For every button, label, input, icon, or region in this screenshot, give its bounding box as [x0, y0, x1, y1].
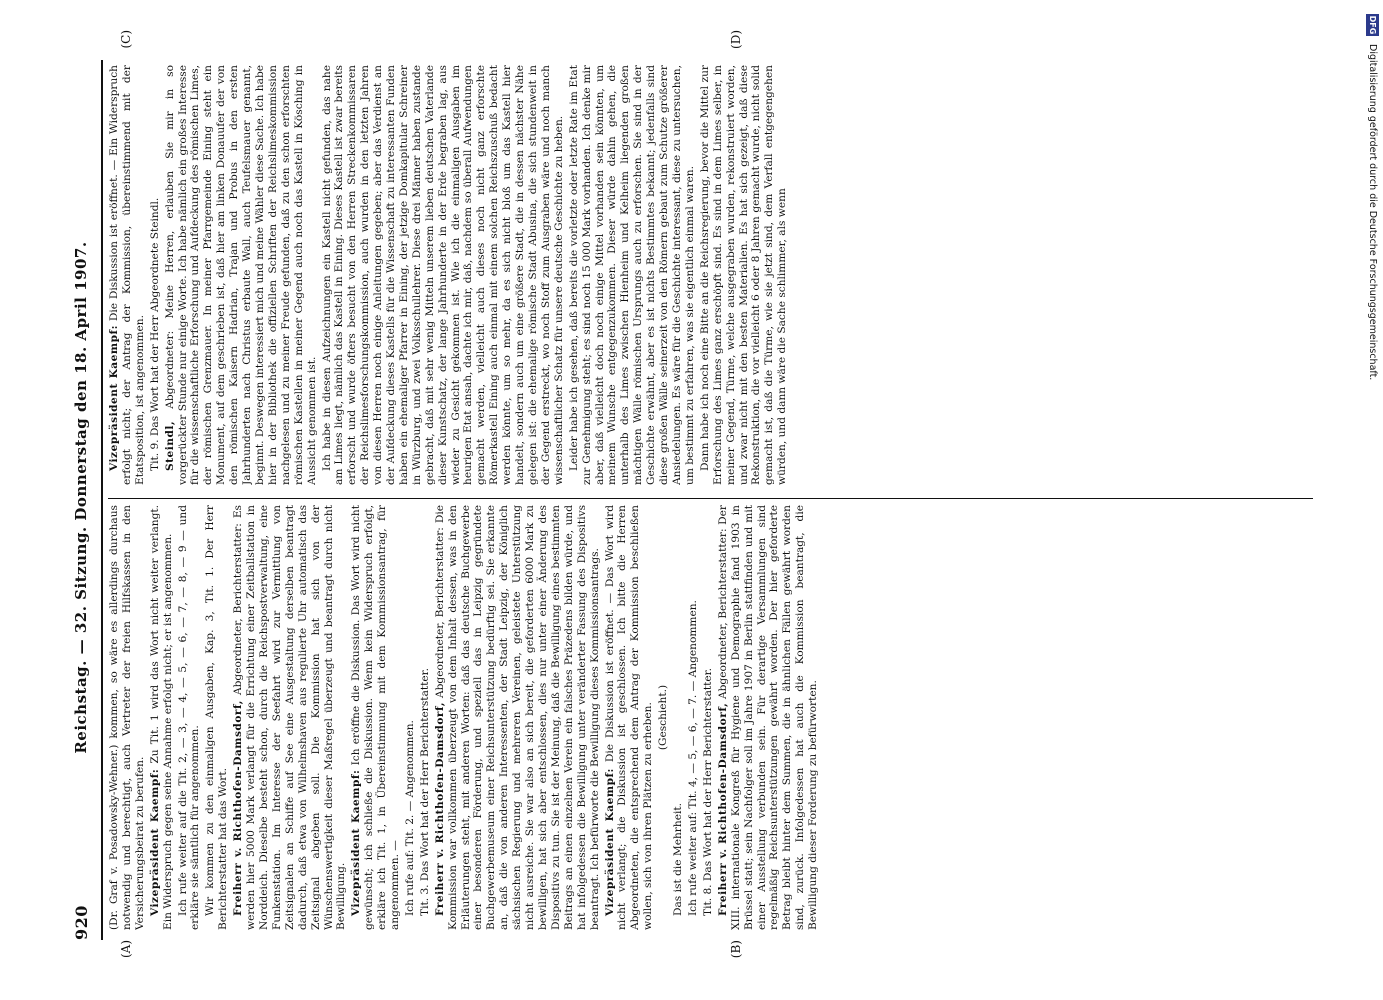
- margin-marker-c: (C): [119, 30, 133, 49]
- margin-marker-d: (D): [729, 30, 743, 49]
- paragraph-text: Leider habe ich gesehen, daß bereits die vorletzte oder letzte Rate im Etat zur Genehmigung steht; es sind noch 15 000 Mark vorhanden. Ich denke mir aber, daß vielleicht doch noch einige Mittel vorhanden sein könnten, um meinem Wunsche entgegenzukommen. Dieser würde dahin gehen, die unterhalb des Limes zwischen Hienheim und Kelheim liegenden großen mächtigen Wälle römischen Ursprungs auch zu erforschen. Sie sind in der Geschichte erwähnt, aber es ist nichts Bestimmtes bekannt; jedenfalls sind diese großen Wälle seinerzeit von den Römern gebaut zum Schutze größerer Ansiedelungen. Es wäre für die Geschichte interessant, diese zu untersuchen, um bestimmt zu erfahren, was sie eigentlich einmal waren.: [567, 65, 696, 485]
- speaker-name: Freiherr v. Richthofen-Damsdorf,: [232, 700, 245, 916]
- paragraph-text: Wir kommen zu den einmaligen Ausgaben, Kap. 3, Tit. 1. Der Herr Berichterstatter hat das Wort.: [204, 505, 230, 930]
- paragraph: [702, 505, 715, 930]
- paragraph-text: (Dr. Graf v. Posadowsky-Wehner.) kommen, so wäre es allerdings durchaus notwendig und berechtigt, auch Vertreter der freien Hilfskassen in den Versicherungsbeirat zu berufen.: [108, 505, 146, 930]
- column-divider: [108, 498, 1313, 499]
- paragraph-text: Ich habe in diesen Aufzeichnungen ein Kastell nicht gefunden, das nahe am Limes liegt, nämlich das Kastell in Eining. Dieses Kastell ist zwar bereits erforscht und wurde öfters besucht von den Herren Streckenkommissaren der Reichslimesforschungskommission, auch wurden in den letzten Jahren von diesen Herren noch einige Anleitungen gegeben; aber das Verdienst an der Aufdeckung dieses Kastells für die Wissenschaft zu interessanten Funden haben ein ehemaliger Pfarrer in Eining, der jetzige Domkapitular Schreiner in Würzburg, und zwei Volksschullehrer. Diese drei Männer haben zustande gebracht, daß mit sehr wenig Mitteln unserem lieben deutschen Vaterlande dieser Kunstschatz, der lange Jahrhunderte in der Erde begraben lag, aus wieder zu Gesicht gekommen ist. Wie ich die einmaligen Ausgaben im heurigen Etat ansah, dachte ich mir, daß, nachdem so überall Aufwendungen gemacht werden, vielleicht auch dieses noch nicht ganz erforschte Römerkastell Eining auch einmal mit einem solchen Reichszuschuß bedacht werden könnte, um so mehr, da es sich nicht bloß um das Kastell hier handelt, sondern auch um eine größere Stadt, die in dessen nächster Nähe gelegen ist: die ehemalige römische Stadt Abusina, die sich stundenweit in der Gegend erstreckt, wo noch Stoff zum Ausgraben wäre und noch manch wissenschaftlicher Schatz für unsere deutsche Geschichte zu heben.: [320, 65, 565, 485]
- page-header: [69, 60, 93, 940]
- paragraph-text: Tit. 9. Das Wort hat der Herr Abgeordnete Steindl.: [148, 197, 161, 471]
- speaker-name: Vizepräsident Kaempf:: [603, 768, 616, 916]
- speaker-name: Vizepräsident Kaempf:: [350, 769, 363, 916]
- paragraph: [434, 505, 602, 930]
- paragraph: [149, 65, 162, 485]
- paragraph-text: Zu Tit. 1 wird das Wort nicht weiter verlangt. Ein Widerspruch gegen seine Annahme erfolgt nicht; er ist angenommen.: [148, 505, 174, 930]
- paragraph: [177, 505, 203, 930]
- margin-marker-b: (B): [729, 940, 743, 959]
- paragraph-text: Abgeordneter: Meine Herren, erlauben Sie mir in so vorgerückter Stunde nur einige Worte. Ich habe nämlich ein großes Interesse für die wissenschaftliche Erforschung und Aufdeckung des römischen Limes, der römischen Grenzmauer. In meiner Pfarrgemeinde Eining steht ein Monument, auf dem geschrieben ist, daß hier am linken Donauufer der von den römischen Kaisern Hadrian, Trajan und Probus in den ersten Jahrhunderten nach Christus erbaute Wall, auch Teufelsmauer genannt, beginnt. Deswegen interessiert mich und meine Wähler diese Sache. Ich habe hier in der Bibliothek die offiziellen Schriften der Reichslimeskommission nachgelesen und zu meiner Freude gefunden, daß zu den schon erforschten römischen Kastellen in meiner Gegend auch noch das Kastell in Kösching in Aussicht genommen ist.: [163, 65, 318, 485]
- right-column: [108, 65, 1323, 485]
- margin-marker-a: (A): [119, 940, 133, 959]
- paragraph-text: Tit. 3. Das Wort hat der Herr Berichterstatter.: [418, 668, 431, 916]
- paragraph-text: Abgeordneter, Berichterstatter: Es werden hier 5000 Mark verlangt für die Errichtung einer Zeitballstation in Norddeich. Dieselbe besteht schon, durch die Reichspostverwaltung, eine Funkenstation. Im Interesse der Seefahrt wird zur Vermittlung von Zeitsignalen an Schiffe auf See eine Ausgestaltung derselben beantragt dadurch, daß etwa von Wilhelmshaven aus regulierte Uhr automatisch das Zeitsignal abgeben soll. Die Kommission hat sich von der Wünschenswertigkeit dieser Maßregel überzeugt und beantragt durch nicht Bewilligung.: [232, 505, 348, 930]
- paragraph: [164, 65, 319, 485]
- paragraph-text: Ich rufe weiter auf die Tit. 2, — 3, — 4, — 5, — 6, — 7, — 8, — 9 — und erkläre sie sämtlich für angenommen.: [176, 505, 202, 930]
- paragraph: [699, 65, 789, 485]
- speaker-name: Freiherr v. Richthofen-Damsdorf,: [716, 702, 729, 916]
- paragraph-text: Dann habe ich noch eine Bitte an die Reichsregierung, bevor die Mittel zur Erforschung des Limes ganz erschöpft sind. Es sind in dem Limes selber, in meiner Gegend, Türme, welche ausgegraben wurden, rekonstruiert worden, und zwar nicht mit den besten Materialien. Es hat sich gezeigt, daß diese Rekonstruktion, die vor vielleicht 6 oder 8 Jahren gemacht wurde, nicht solid gemacht ist, daß die Türme, wie sie jetzt sind, dem Verfall entgegengehen würden, und dann wäre die Sache schlimmer, als wenn: [698, 65, 789, 485]
- paragraph-text: Abgeordneter, Berichterstatter: Die Kommission war vollkommen überzeugt von dem Inhalt dessen, was in den Erläuterungen steht, mit anderen Worten: daß das deutsche Buchgewerbe einer besonderen Förderung, und speziell das in Leipzig gegründete Buchgewerbemuseum einer Reichsunterstützung bedürftig sei. Sie erkannte an, daß die von anderen Interessenten, der Stadt Leipzig, der Königlich sächsischen Regierung und mehreren Vereinen, geleistete Unterstützung nicht ausreiche. Sie war also an sich bereit, die geforderten 6000 Mark zu bewilligen, hat sich aber entschlossen, dies nur unter einer Änderung des Dispositivs zu tun. Sie ist der Meinung, daß die Bewilligung eines bestimmten Beitrags an einen einzelnen Verein ein falsches Präzedens bilden würde, und hat infolgedessen die Bewilligung unter veränderter Fassung des Dispositivs beantragt. Ich befürworte die Bewilligung dieses Kommissionsantrags.: [433, 505, 601, 930]
- paragraph: [687, 505, 700, 930]
- speaker-name: Steindl,: [163, 420, 176, 471]
- stage-direction: [657, 505, 670, 930]
- paragraph-text: Tit. 8. Das Wort hat der Herr Berichterstatter.: [701, 668, 714, 916]
- digitization-credit: [1359, 0, 1383, 1000]
- page-number: 920: [71, 905, 91, 940]
- paragraph-text: Die Diskussion ist eröffnet. — Ein Widerspruch erfolgt nicht; der Antrag der Kommission, übereinstimmend mit der Etatsposition, ist angenommen.: [108, 65, 146, 485]
- paragraph-text: Die Diskussion ist eröffnet. — Das Wort wird nicht verlangt; die Diskussion ist geschlossen. Ich bitte die Herren Abgeordneten, die entsprechend dem Antrag der Kommission beschließen wollen, sich von ihren Plätzen zu erheben.: [603, 505, 655, 930]
- paragraph: [108, 505, 147, 930]
- paragraph: [672, 505, 685, 930]
- paragraph: [321, 65, 566, 485]
- paragraph: [717, 505, 820, 930]
- paragraph-text: Abgeordneter, Berichterstatter: Der XIII. internationale Kongreß für Hygiene und Demographie fand 1903 in Brüssel statt; sein Nachfolger soll im Jahre 1907 in Berlin stattfinden und mit einer Ausstellung verbunden sein. Für derartige Versammlungen sind regelmäßig Reichsunterstützungen gewährt worden. Der hier geforderte Betrag bleibt hinter dem Summen, die in ähnlichen Fällen gewährt worden sind, zurück. Infolgedessen hat auch die Kommission beantragt, die Bewilligung dieser Forderung zu befürworten.: [716, 505, 820, 930]
- paragraph: [149, 505, 175, 930]
- paragraph: [604, 505, 656, 930]
- paragraph-text: Ich eröffne die Diskussion. Das Wort wird nicht gewünscht; ich schließe die Diskussion. Wenn kein Widerspruch erfolgt, erkläre ich Tit. 1, in Übereinstimmung mit dem Kommissionsantrag, für angenommen. —: [350, 505, 402, 930]
- paragraph: [404, 505, 417, 930]
- paragraph: [204, 505, 230, 930]
- paragraph: [419, 505, 432, 930]
- speaker-name: Vizepräsident Kaempf:: [108, 325, 120, 471]
- dfg-logo: DFG: [1368, 15, 1377, 35]
- header-rule: [101, 60, 103, 940]
- speaker-name: Freiherr v. Richthofen-Damsdorf,: [433, 701, 446, 916]
- paragraph-text: Das ist die Mehrheit.: [672, 803, 685, 916]
- paragraph-text: (Geschieht.): [657, 684, 670, 751]
- left-column: [108, 505, 1323, 930]
- paragraph: [108, 65, 147, 485]
- paragraph: [350, 505, 402, 930]
- paragraph: [568, 65, 697, 485]
- digitization-note: Digitalisierung gefördert durch die Deutsche Forschungsgemeinschaft.: [1367, 44, 1378, 381]
- speaker-name: Vizepräsident Kaempf:: [148, 768, 161, 916]
- paragraph-text: Ich rufe auf: Tit. 2. — Angenommen.: [403, 720, 416, 916]
- paragraph-text: Ich rufe weiter auf: Tit. 4, — 5, — 6, — 7. — Angenommen.: [686, 600, 699, 916]
- paragraph: [232, 505, 348, 930]
- page-title: Reichstag. — 32. Sitzung. Donnerstag den 18. April 1907.: [72, 241, 90, 754]
